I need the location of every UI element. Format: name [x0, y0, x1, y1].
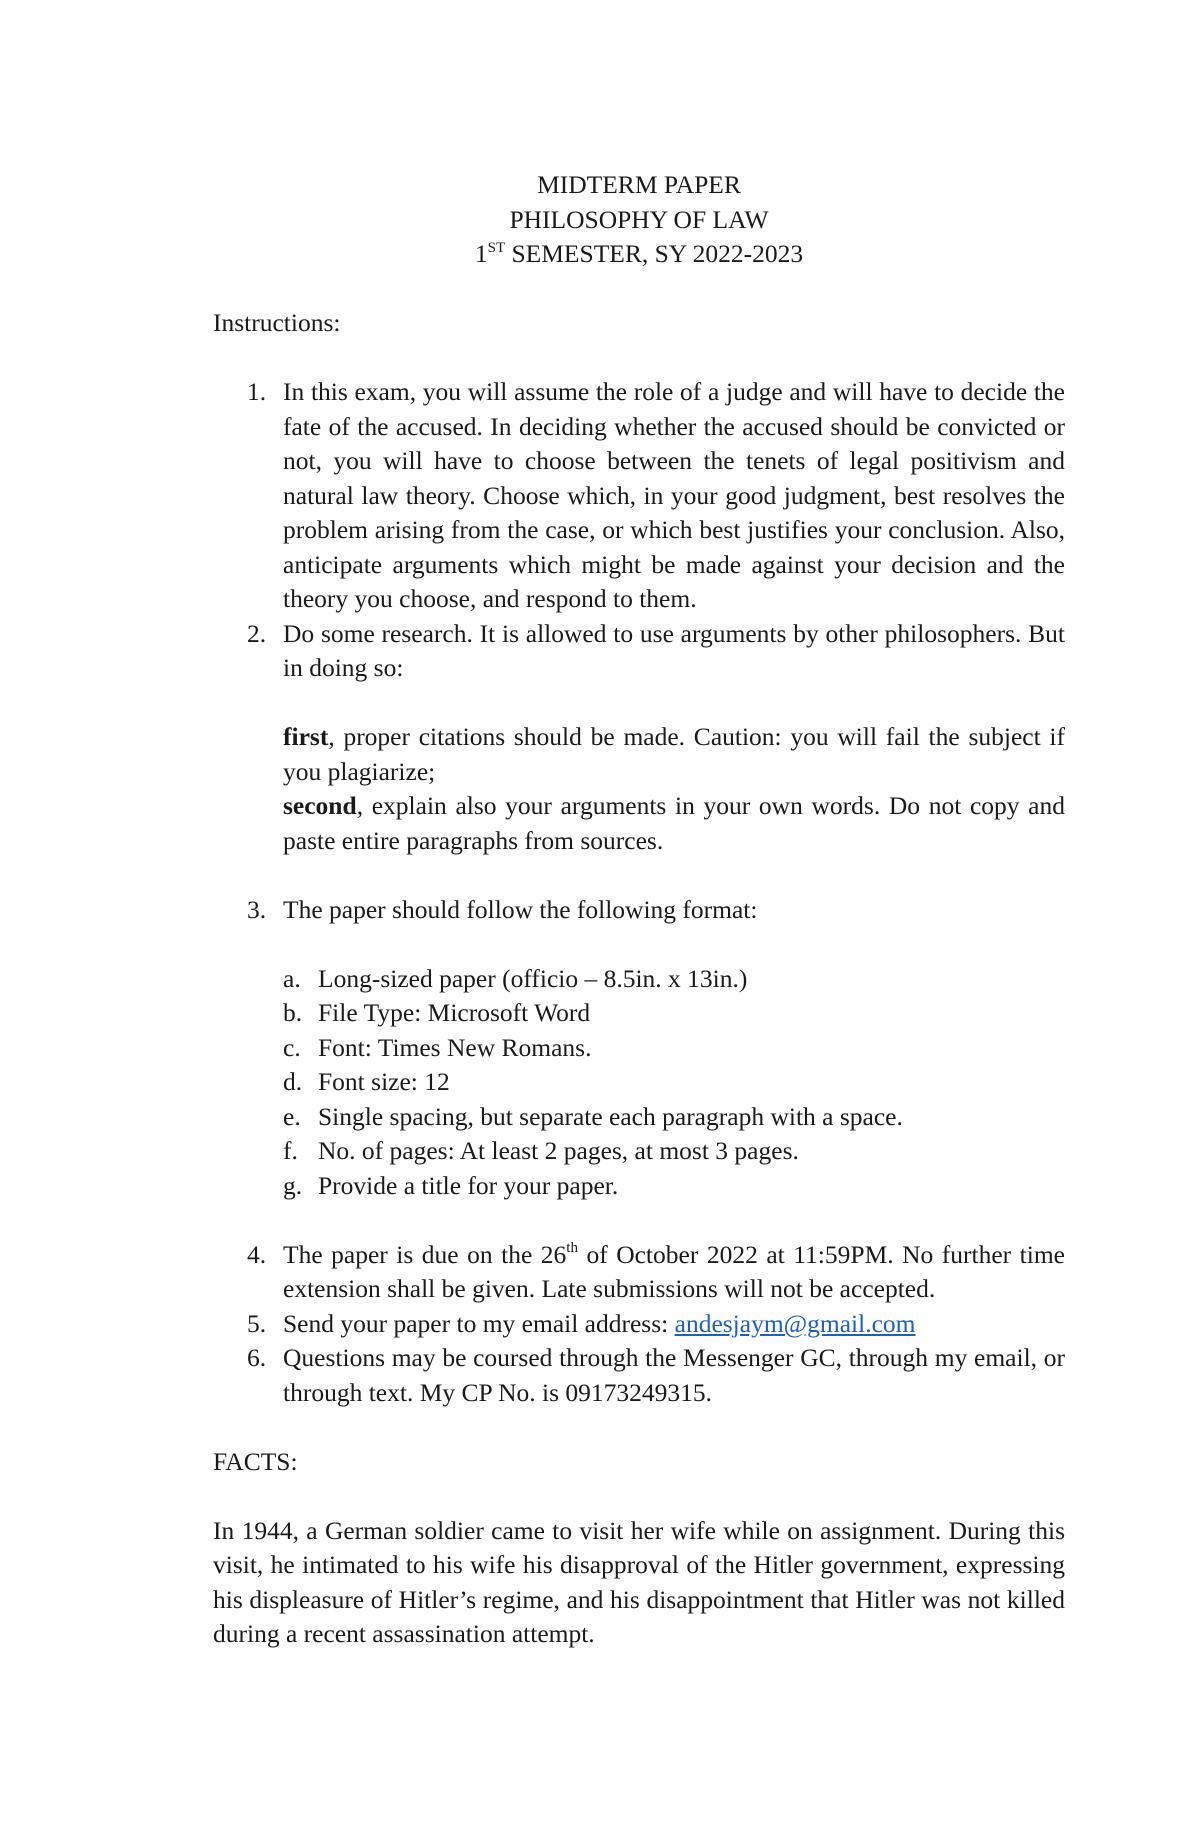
instructions-heading: Instructions: [213, 308, 341, 337]
format-item-g [283, 1169, 1065, 1204]
first-point-keyword: first [283, 722, 329, 751]
semester-number: 1 [474, 239, 488, 268]
instruction-item-3 [213, 893, 1065, 1238]
facts-paragraph: In 1944, a German soldier came to visit her wife while on assignment. During this visit, he intimated to his wife his disapproval of the Hitler government, expressing his displeasure of Hitler’s regime, and his disappointment that Hitler was not killed during a recent assassination attempt. [213, 1515, 1065, 1648]
format-text: File Type: Microsoft Word [318, 998, 591, 1027]
semester-ordinal-suffix: ST [487, 239, 506, 256]
header-subject: PHILOSOPHY OF LAW [509, 204, 769, 234]
format-item-a [283, 962, 1065, 997]
semester-text: SEMESTER, SY 2022-2023 [505, 239, 804, 268]
item-number: 1. [247, 377, 267, 406]
item-number: 6. [247, 1343, 267, 1372]
format-item-e [283, 1100, 1065, 1135]
item-text: Do some research. It is allowed to use arguments by other philosophers. But in doing so: [283, 618, 1065, 682]
email-instruction-text: Send your paper to my email address: [283, 1308, 675, 1338]
item-number: 3. [247, 894, 267, 924]
second-point [283, 789, 1065, 858]
format-text: Font: Times New Romans. [318, 1032, 592, 1062]
format-letter: b. [283, 998, 303, 1027]
first-point-text: , proper citations should be made. Caution: you will fail the subject if you plagiarize; [283, 722, 1065, 786]
format-text: No. of pages: At least 2 pages, at most 3 pages. [318, 1136, 799, 1165]
instructions-list-continued [213, 893, 1065, 1411]
format-letter: g. [283, 1170, 303, 1200]
item-text [283, 1238, 1065, 1307]
format-item-f [283, 1134, 1065, 1169]
format-text: Long-sized paper (officio – 8.5in. x 13in.) [318, 963, 748, 993]
instruction-item-1 [213, 375, 1065, 617]
header-semester [213, 237, 1065, 272]
first-point [283, 720, 1065, 789]
instruction-item-6 [213, 1341, 1065, 1410]
instruction-item-2 [213, 617, 1065, 859]
format-letter: f. [283, 1136, 298, 1165]
item-text: The paper should follow the following format: [283, 894, 758, 924]
format-text: Single spacing, but separate each paragraph with a space. [318, 1101, 903, 1131]
instructions-list [213, 375, 1065, 858]
document-header [213, 168, 1065, 272]
format-letter: d. [283, 1067, 303, 1096]
second-point-keyword: second [283, 791, 357, 820]
item-number: 5. [247, 1308, 267, 1338]
format-item-b [283, 996, 1065, 1031]
facts-heading: FACTS: [213, 1446, 298, 1476]
instruction-item-5 [213, 1307, 1065, 1342]
format-item-d [283, 1065, 1065, 1100]
format-text: Provide a title for your paper. [318, 1170, 619, 1200]
format-list [283, 962, 1065, 1204]
item-text [283, 1307, 1065, 1342]
item-number: 2. [247, 618, 267, 648]
document-body [213, 168, 1065, 1652]
item-number: 4. [247, 1239, 267, 1269]
item-text: In this exam, you will assume the role of a judge and will have to decide the fate of the accused. In deciding whether the accused should be convicted or not, you will have to choose between the tenets of legal positivism and natural law theory. Choose which, in your good judgment, best resolves the problem arising from the case, or which best justifies your conclusion. Also, anticipate arguments which might be made against your decision and the theory you choose, and respond to them. [283, 377, 1065, 613]
due-date-text-start: The paper is due on the 26 [283, 1239, 567, 1269]
item-text: Questions may be coursed through the Messenger GC, through my email, or through text. My CP No. is 09173249315. [283, 1343, 1065, 1407]
due-date-text-end: of October 2022 at 11:59PM. No further time extension shall be given. Late submissions will not be accepted. [283, 1239, 1065, 1303]
ordinal-suffix: th [566, 1240, 578, 1256]
format-item-c [283, 1031, 1065, 1066]
format-letter: e. [283, 1101, 301, 1131]
format-letter: c. [283, 1032, 301, 1062]
format-letter: a. [283, 963, 301, 993]
second-point-text: , explain also your arguments in your own words. Do not copy and paste entire paragraphs from sources. [283, 791, 1065, 855]
format-text: Font size: 12 [318, 1067, 450, 1096]
email-link[interactable]: andesjaym@gmail.com [674, 1308, 916, 1338]
header-title: MIDTERM PAPER [537, 170, 741, 199]
instruction-item-4 [213, 1238, 1065, 1307]
